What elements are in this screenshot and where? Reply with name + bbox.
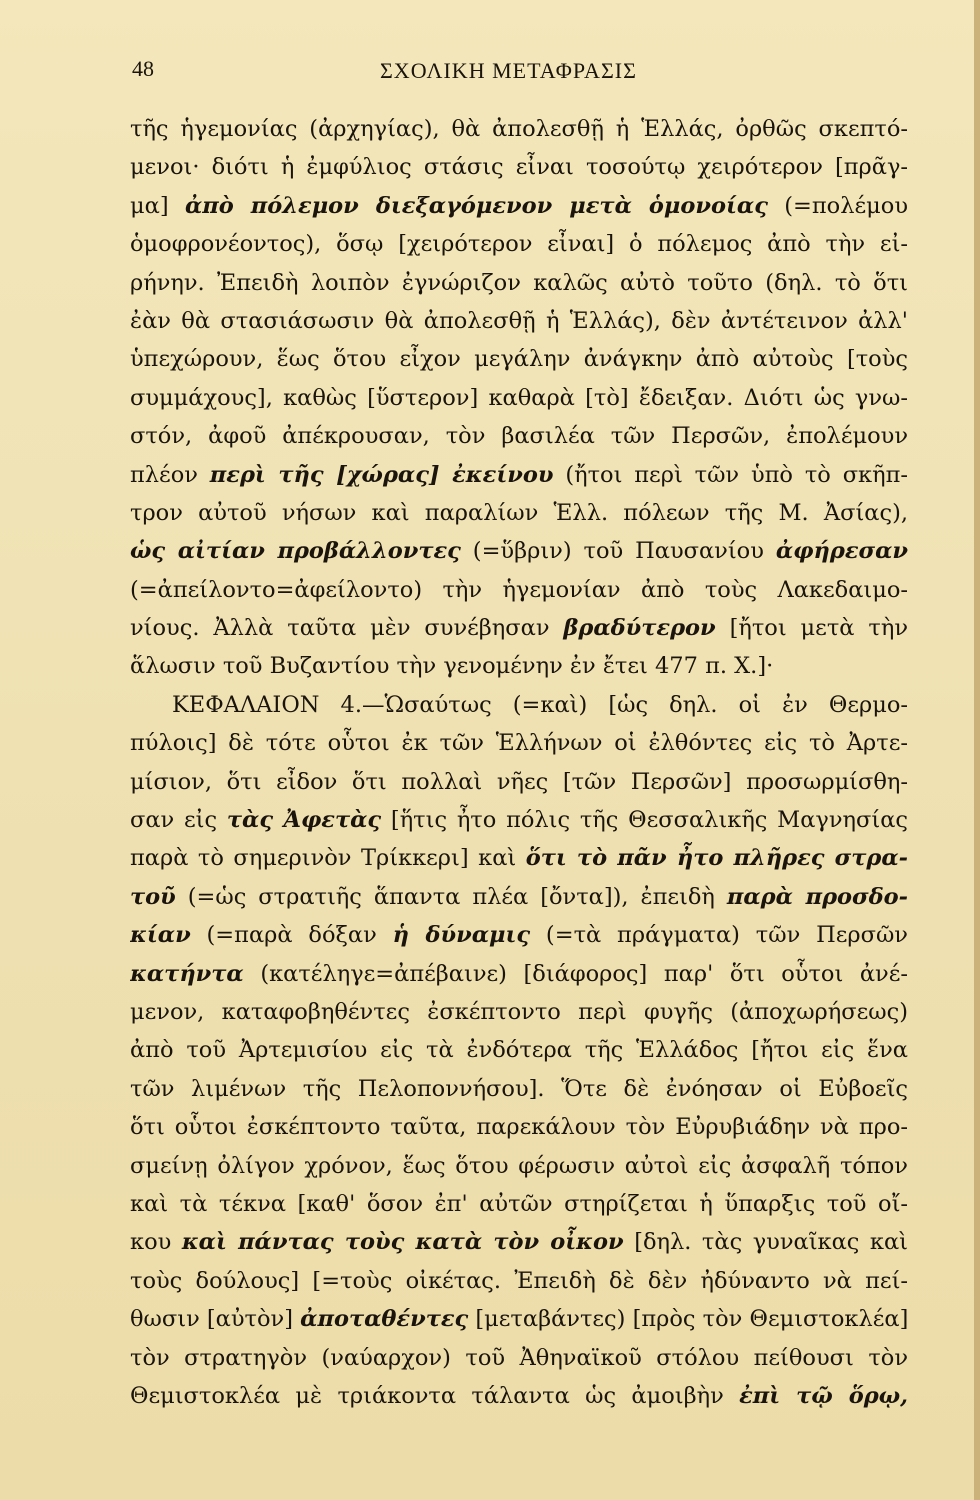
text-run: ἐὰν θὰ στασιάσωσιν θὰ ἀπολεσθῇ ἡ Ἑλλάς), δὲν ἀντέτεινον ἀλλ' — [130, 307, 908, 334]
text-line — [130, 456, 908, 494]
running-title: ΣΧΟΛΙΚΗ ΜΕΤΑΦΡΑΣΙΣ — [380, 58, 637, 83]
text-line — [130, 609, 908, 647]
text-run: ὑπεχώρουν, ἕως ὅτου εἶχον μεγάλην ἀνάγκην ἀπὸ αὐτοὺς [τοὺς — [130, 346, 908, 373]
text-line — [130, 955, 908, 993]
text-line — [130, 801, 908, 839]
emphasized-phrase: ὡς αἰτίαν προβάλλοντες — [130, 538, 461, 565]
text-line — [130, 1377, 908, 1415]
text-run: σαν εἰς — [130, 807, 227, 834]
emphasized-phrase: ἀπὸ πόλεμον διεξαγόμενον μετὰ ὁμονοίας — [184, 192, 768, 219]
emphasized-phrase: καὶ πάντας τοὺς κατὰ τὸν οἶκον — [181, 1229, 624, 1256]
emphasized-phrase: κίαν — [130, 922, 191, 949]
text-run: πλέον — [130, 461, 210, 488]
text-run: στόν, ἀφοῦ ἀπέκρουσαν, τὸν βασιλέα τῶν Περσῶν, ἐπολέμουν — [130, 423, 908, 450]
text-run: μίσιον, ὅτι εἶδον ὅτι πολλαὶ νῆες [τῶν Περσῶν] προσωρμίσθη- — [130, 768, 908, 795]
text-line — [130, 839, 908, 877]
text-run: [ἤτοι μετὰ τὴν — [715, 615, 908, 642]
text-line — [130, 993, 908, 1031]
text-run: (=παρὰ δόξαν — [190, 922, 393, 949]
text-run: (κατέληγε=ἀπέβαινε) [διάφορος] παρ' ὅτι οὗτοι ἀνέ- — [243, 960, 908, 987]
text-line — [130, 417, 908, 455]
text-line — [130, 724, 908, 762]
text-run: ἅλωσιν τοῦ Βυζαντίου τὴν γενομένην ἐν ἔτει 477 π. Χ.]· — [130, 653, 774, 680]
text-line — [130, 225, 908, 263]
text-run: (=ὡς στρατιῆς ἅπαντα πλέα [ὄντα]), ἐπειδὴ — [175, 883, 727, 910]
text-line — [130, 1339, 908, 1377]
text-line — [130, 1070, 908, 1108]
text-line — [130, 148, 908, 186]
text-run: μα] — [130, 192, 185, 219]
text-run: ὅτι οὗτοι ἐσκέπτοντο ταῦτα, παρεκάλουν τὸν Εὐρυβιάδην νὰ προ- — [130, 1114, 908, 1141]
text-line — [130, 1185, 908, 1223]
emphasized-phrase: ἀφήρεσαν — [775, 538, 908, 565]
emphasized-phrase: ἡ δύναμις — [392, 922, 531, 949]
text-line — [130, 1262, 908, 1300]
text-line — [130, 916, 908, 954]
text-run: πύλοις] δὲ τότε οὗτοι ἐκ τῶν Ἑλλήνων οἱ ἐλθόντες εἰς τὸ Ἀρτε- — [130, 730, 908, 757]
text-run: τῆς ἡγεμονίας (ἀρχηγίας), θὰ ἀπολεσθῇ ἡ Ἑλλάς, ὀρθῶς σκεπτό- — [130, 116, 908, 142]
text-run: (ἤτοι περὶ τῶν ὑπὸ τὸ σκῆπ- — [553, 461, 908, 488]
text-run: κου — [130, 1229, 182, 1256]
text-run: μενον, καταφοβηθέντες ἐσκέπτοντο περὶ φυγῆς (ἀποχωρήσεως) — [130, 998, 908, 1025]
text-run: μενοι· διότι ἡ ἐμφύλιος στάσις εἶναι τοσούτῳ χειρότερον [πρᾶγ- — [130, 154, 908, 181]
text-line — [130, 340, 908, 378]
emphasized-phrase: ἐπὶ τῷ ὅρῳ, — [739, 1382, 908, 1409]
text-line — [130, 1031, 908, 1069]
text-run: (=πολέμου — [767, 192, 908, 219]
page-header — [0, 52, 980, 92]
text-run: ΚΕΦΑΛΑΙΟΝ 4.—Ὡσαύτως (=καὶ) [ὡς δηλ. οἱ ἐν Θερμο- — [172, 691, 908, 718]
text-run: (=τὰ πράγματα) τῶν Περσῶν — [530, 922, 908, 949]
text-line — [130, 1300, 908, 1338]
emphasized-phrase: κατήντα — [130, 960, 244, 987]
text-line — [130, 187, 908, 225]
text-line — [130, 1223, 908, 1261]
text-line — [130, 532, 908, 570]
body-text — [130, 110, 908, 1415]
text-run: (=ὕβριν) τοῦ Παυσανίου — [460, 538, 776, 565]
text-run: τοὺς δούλους] [=τοὺς οἰκέτας. Ἐπειδὴ δὲ δὲν ἠδύναντο νὰ πεί- — [130, 1267, 908, 1294]
page-number: 48 — [132, 56, 154, 81]
text-line — [130, 686, 908, 724]
emphasized-phrase: βραδύτερον — [563, 615, 716, 642]
text-run: σμείνῃ ὀλίγον χρόνον, ἕως ὅτου φέρωσιν αὐτοὶ εἰς ἀσφαλῆ τόπον — [130, 1152, 908, 1179]
text-run: [δηλ. τὰς γυναῖκας καὶ — [623, 1229, 908, 1256]
text-run: Θεμιστοκλέα μὲ τριάκοντα τάλαντα ὡς ἀμοιβὴν — [130, 1382, 740, 1409]
text-line — [130, 264, 908, 302]
text-run: (=ἀπείλοντο=ἀφείλοντο) τὴν ἡγεμονίαν ἀπὸ τοὺς Λακεδαιμο- — [130, 576, 908, 603]
text-run: τρον αὐτοῦ νήσων καὶ παραλίων Ἑλλ. πόλεων τῆς Μ. Ἀσίας), — [130, 499, 908, 526]
emphasized-phrase: ἀποταθέντες — [300, 1306, 469, 1333]
text-run: θωσιν [αὐτὸν] — [130, 1306, 301, 1333]
text-line — [130, 110, 908, 148]
text-run: τῶν λιμένων τῆς Πελοποννήσου]. Ὅτε δὲ ἐνόησαν οἱ Εὐβοεῖς — [130, 1075, 908, 1102]
text-run: [μεταβάντες) [πρὸς τὸν Θεμιστοκλέα] — [468, 1306, 908, 1333]
text-run: καὶ τὰ τέκνα [καθ' ὅσον ἐπ' αὐτῶν στηρίζεται ἡ ὕπαρξις τοῦ οἴ- — [130, 1190, 908, 1217]
text-line — [130, 763, 908, 801]
emphasized-phrase: παρὰ προσδο- — [726, 883, 908, 910]
text-line — [130, 571, 908, 609]
text-line — [130, 1147, 908, 1185]
text-line — [130, 302, 908, 340]
text-line — [130, 494, 908, 532]
text-run: συμμάχους], καθὼς [ὕστερον] καθαρὰ [τὸ] ἔδειξαν. Διότι ὡς γνω- — [130, 384, 908, 411]
text-run: παρὰ τὸ σημερινὸν Τρίκκερι] καὶ — [130, 845, 526, 872]
text-run: ὁμοφρονέοντος), ὅσῳ [χειρότερον εἶναι] ὁ πόλεμος ἀπὸ τὴν εἰ- — [130, 231, 908, 258]
text-run: ἀπὸ τοῦ Ἀρτεμισίου εἰς τὰ ἐνδότερα τῆς Ἑλλάδος [ἤτοι εἰς ἕνα — [130, 1037, 908, 1064]
text-line — [130, 379, 908, 417]
text-run: [ἥτις ἦτο πόλις τῆς Θεσσαλικῆς Μαγνησίας — [381, 807, 908, 834]
text-run: τὸν στρατηγὸν (ναύαρχον) τοῦ Ἀθηναϊκοῦ στόλου πείθουσι τὸν — [130, 1344, 908, 1371]
emphasized-phrase: τὰς Ἀφετὰς — [226, 807, 382, 834]
emphasized-phrase: ὅτι τὸ πᾶν ἦτο πλῆρες στρα- — [525, 845, 908, 872]
text-line — [130, 878, 908, 916]
emphasized-phrase: περὶ τῆς [χώρας] ἐκείνου — [209, 461, 554, 488]
text-line — [130, 1108, 908, 1146]
text-line — [130, 647, 908, 685]
emphasized-phrase: τοῦ — [130, 883, 176, 910]
text-run: ρήνην. Ἐπειδὴ λοιπὸν ἐγνώριζον καλῶς αὐτὸ τοῦτο (δηλ. τὸ ὅτι — [130, 269, 908, 296]
text-run: νίους. Ἀλλὰ ταῦτα μὲν συνέβησαν — [130, 615, 564, 642]
page-edge — [974, 0, 980, 1500]
